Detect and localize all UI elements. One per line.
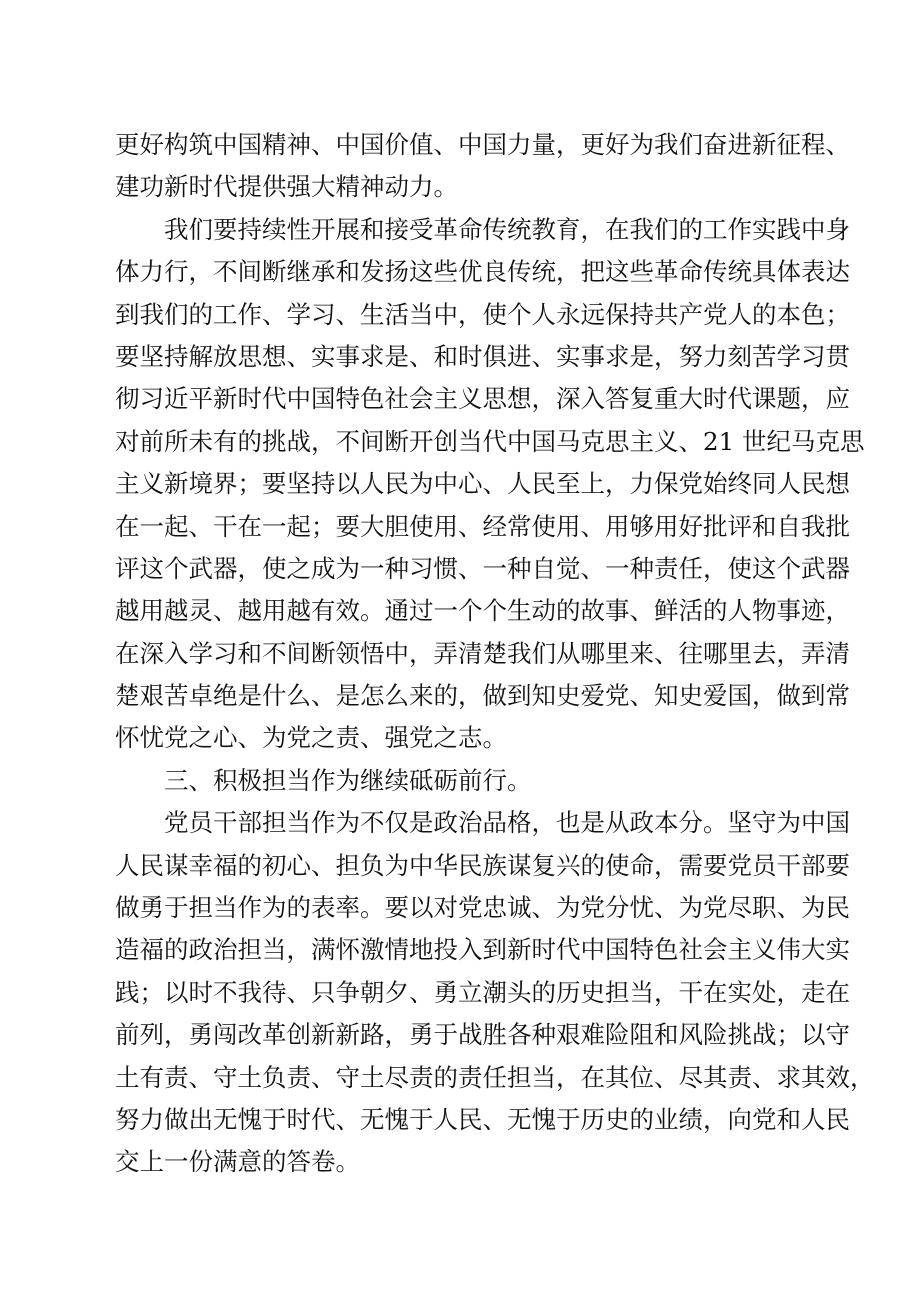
text-line: 在深入学习和不间断领悟中，弄清楚我们从哪里来、往哪里去，弄清 bbox=[115, 638, 850, 668]
paragraph-first-line: 我们要持续性开展和接受革命传统教育，在我们的工作实践中身 bbox=[164, 214, 850, 244]
text-line: 努力做出无愧于时代、无愧于人民、无愧于历史的业绩，向党和人民 bbox=[115, 1104, 850, 1134]
document-body bbox=[115, 124, 875, 1184]
text-line: 对前所未有的挑战，不间断开创当代中国马克思主义、21 世纪马克思 bbox=[115, 426, 865, 456]
text-line: 彻习近平新时代中国特色社会主义思想，深入答复重大时代课题，应 bbox=[115, 384, 850, 414]
text-line: 楚艰苦卓绝是什么、是怎么来的，做到知史爱党、知史爱国，做到常 bbox=[115, 681, 850, 711]
text-line: 到我们的工作、学习、生活当中，使个人永远保持共产党人的本色； bbox=[115, 299, 850, 329]
text-line: 建功新时代提供强大精神动力。 bbox=[115, 172, 458, 202]
text-line: 交上一份满意的答卷。 bbox=[115, 1147, 360, 1177]
text-line: 造福的政治担当，满怀激情地投入到新时代中国特色社会主义伟大实 bbox=[115, 935, 850, 965]
text-line: 土有责、守土负责、守土尽责的责任担当，在其位、尽其责、求其效， bbox=[115, 1062, 875, 1092]
text-line: 评这个武器，使之成为一种习惯、一种自觉、一种责任，使这个武器 bbox=[115, 553, 850, 583]
text-line: 怀忧党之心、为党之责、强党之志。 bbox=[115, 723, 507, 753]
text-line: 前列，勇闯改革创新新路，勇于战胜各种艰难险阻和风险挑战；以守 bbox=[115, 1020, 850, 1050]
text-line: 在一起、干在一起；要大胆使用、经常使用、用够用好批评和自我批 bbox=[115, 511, 850, 541]
text-line: 践；以时不我待、只争朝夕、勇立潮头的历史担当，干在实处，走在 bbox=[115, 977, 850, 1007]
text-line: 更好构筑中国精神、中国价值、中国力量，更好为我们奋进新征程、 bbox=[115, 130, 850, 159]
text-line: 人民谋幸福的初心、担负为中华民族谋复兴的使命，需要党员干部要 bbox=[115, 850, 850, 880]
text-line: 越用越灵、越用越有效。通过一个个生动的故事、鲜活的人物事迹， bbox=[115, 596, 850, 626]
text-line: 主义新境界；要坚持以人民为中心、人民至上，力保党始终同人民想 bbox=[115, 469, 850, 499]
text-line: 做勇于担当作为的表率。要以对党忠诚、为党分忧、为党尽职、为民 bbox=[115, 893, 850, 923]
paragraph-first-line: 党员干部担当作为不仅是政治品格，也是从政本分。坚守为中国 bbox=[164, 808, 850, 838]
text-line: 要坚持解放思想、实事求是、和时俱进、实事求是，努力刻苦学习贯 bbox=[115, 341, 850, 371]
text-line: 体力行，不间断继承和发扬这些优良传统，把这些革命传统具体表达 bbox=[115, 257, 850, 287]
paragraph-first-line: 三、积极担当作为继续砥砺前行。 bbox=[164, 765, 532, 795]
